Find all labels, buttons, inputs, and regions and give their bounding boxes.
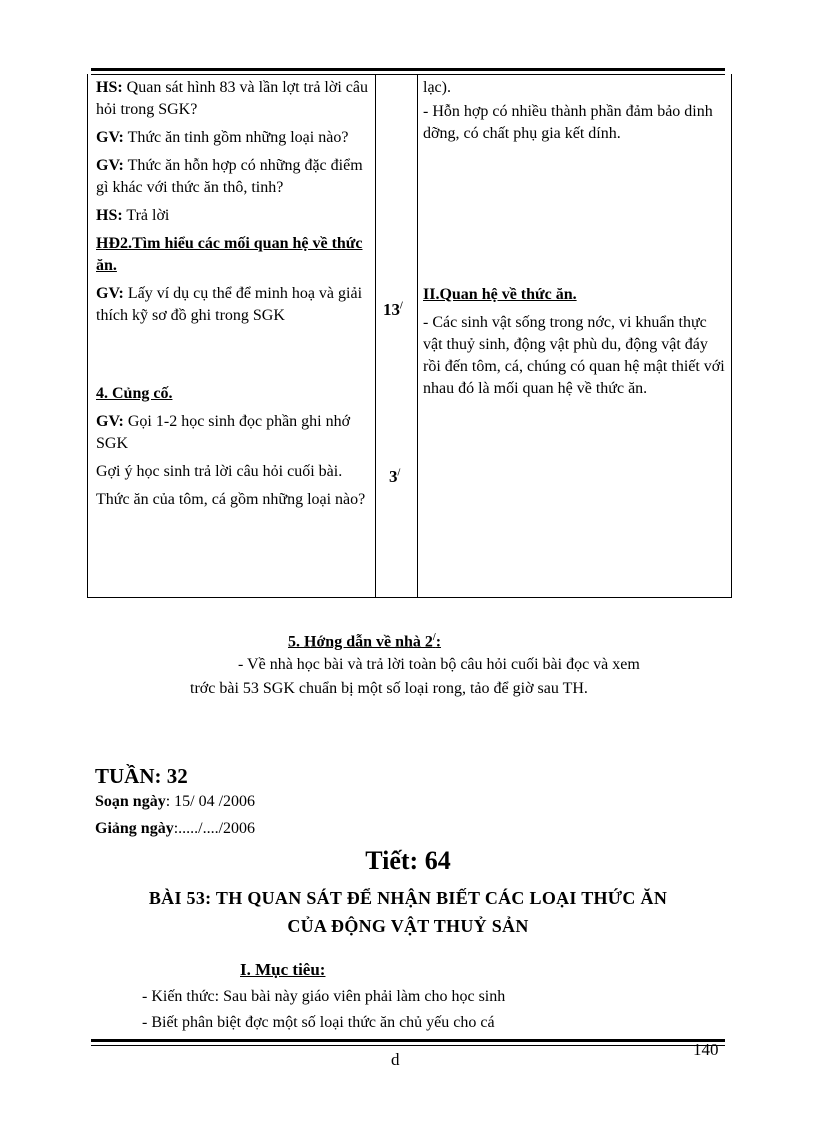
- left-row-3: GV: Thức ăn hỗn hợp có những đặc điểm gì khác với thức ăn thô, tinh?: [96, 157, 363, 196]
- footer-rule-thin: [91, 1045, 725, 1046]
- prep-date: Soạn ngày: 15/ 04 /2006: [95, 793, 256, 810]
- objective-heading: I. Mục tiêu:: [240, 960, 326, 979]
- table-right-top: [423, 77, 725, 151]
- top-rule-thick: [91, 68, 725, 71]
- period-title: Tiết: 64: [365, 846, 451, 875]
- food-relation-heading: II.Quan hệ về thức ăn.: [423, 286, 577, 303]
- time-3: 3/: [389, 467, 401, 486]
- objective-line-1: - Kiến thức: Sau bài này giáo viên phải làm cho học sinh: [142, 988, 506, 1005]
- objective-line-2: - Biết phân biệt đợc một số loại thức ăn chủ yếu cho cá: [142, 1014, 495, 1031]
- teach-date: Giảng ngày:...../..../2006: [95, 820, 256, 837]
- table-left-column: [96, 77, 370, 517]
- footer-rule-thick: [91, 1039, 725, 1042]
- left-row-9: Gợi ý học sinh trả lời câu hỏi cuối bài.: [96, 463, 343, 480]
- homework-line-1: - Về nhà học bài và trả lời toàn bộ câu hỏi cuối bài đọc và xem: [238, 656, 640, 673]
- table-right-bottom: [423, 284, 725, 406]
- left-row-1: HS: Quan sát hình 83 và lần lợt trả lời câu hỏi trong SGK?: [96, 79, 368, 118]
- homework-line-2: trớc bài 53 SGK chuẩn bị một số loại rong, tảo để giờ sau TH.: [190, 680, 588, 697]
- food-relation-body: - Các sinh vật sống trong nớc, vi khuẩn thực vật thuỷ sinh, động vật phù du, động vật đáy rồi đến tôm, cá, chúng có quan hệ mật thiết với nhau đó là mối quan hệ về thức ăn.: [423, 314, 725, 397]
- activity-2-heading: HĐ2.Tìm hiểu các mối quan hệ về thức ăn.: [96, 235, 363, 274]
- lesson-title-line-1: BÀI 53: TH QUAN SÁT ĐỂ NHẬN BIẾT CÁC LOẠI THỨC ĂN: [148, 888, 668, 908]
- lesson-title-line-2: CỦA ĐỘNG VẬT THUỶ SẢN: [287, 916, 529, 936]
- homework-heading: 5. Hớng dẫn về nhà 2/:: [288, 632, 442, 651]
- time-13: 13/: [383, 300, 403, 319]
- right-top-2: - Hỗn hợp có nhiều thành phần đảm bảo dinh dỡng, có chất phụ gia kết dính.: [423, 103, 713, 142]
- consolidation-heading: 4. Củng cố.: [96, 385, 173, 402]
- footer-center-mark: d: [391, 1050, 400, 1069]
- left-row-8: GV: Gọi 1-2 học sinh đọc phần ghi nhớ SGK: [96, 413, 351, 452]
- week-label: TUẦN: 32: [95, 764, 188, 788]
- left-row-2: GV: Thức ăn tinh gồm những loại nào?: [96, 129, 349, 146]
- page-number: 140: [693, 1040, 719, 1059]
- top-rule-thin: [91, 74, 725, 75]
- left-row-6: GV: Lấy ví dụ cụ thể để minh hoạ và giải thích kỹ sơ đồ ghi trong SGK: [96, 285, 363, 324]
- left-row-10: Thức ăn của tôm, cá gồm những loại nào?: [96, 491, 366, 508]
- right-top-1: lạc).: [423, 79, 451, 96]
- left-row-4: HS: Trả lời: [96, 207, 170, 224]
